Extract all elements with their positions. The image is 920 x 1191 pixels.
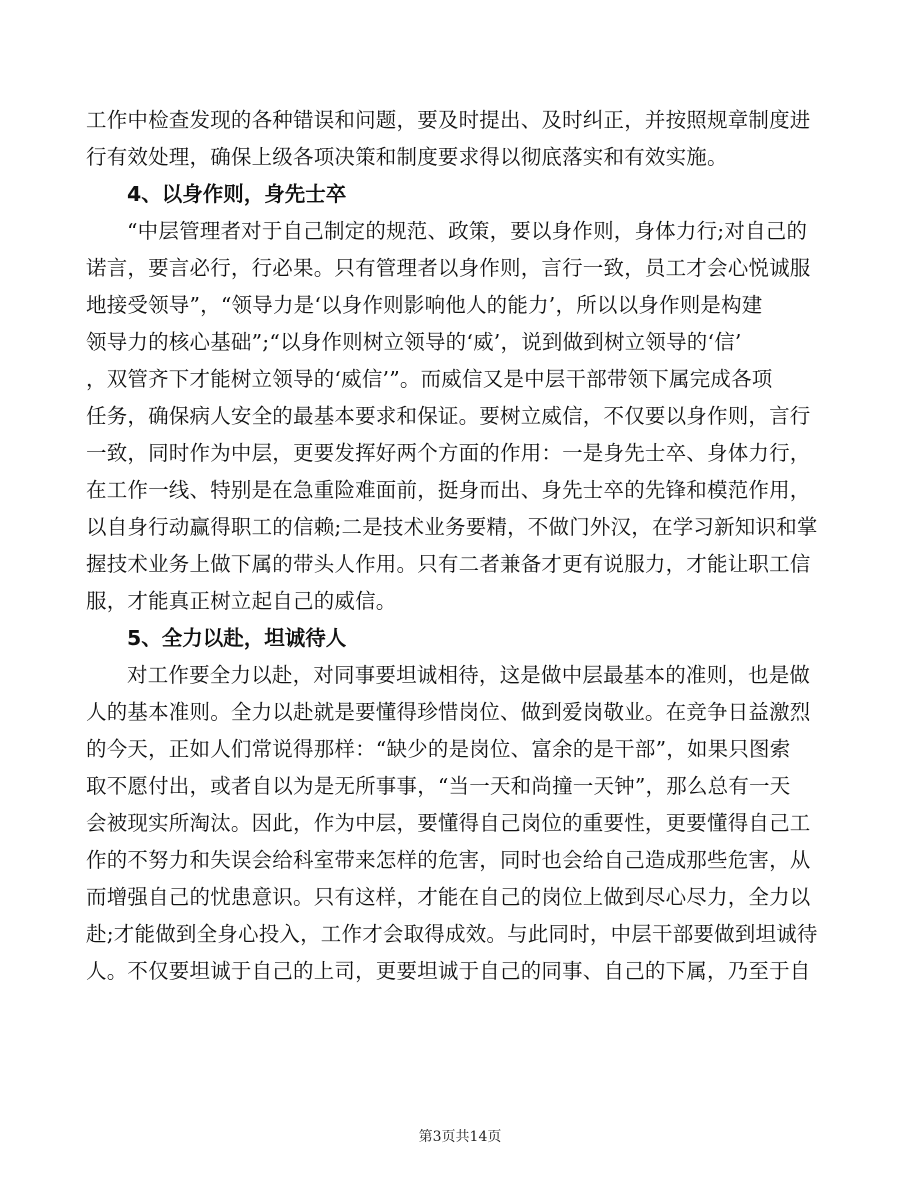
paragraph-line: ，双管齐下才能树立领导的‘威信’”。而威信又是中层干部带领下属完成各项 [86, 367, 773, 391]
paragraph-line: 的今天，正如人们常说得那样：“缺少的是岗位、富余的是干部”，如果只图索 [86, 737, 791, 761]
paragraph-line: 握技术业务上做下属的带头人作用。只有二者兼备才更有说服力，才能让职工信 [86, 552, 811, 576]
paragraph-line: 而增强自己的忧患意识。只有这样，才能在自己的岗位上做到尽心尽力，全力以 [86, 885, 811, 909]
section-heading: 4、以身作则，身先士卒 [127, 182, 347, 206]
section-heading: 5、全力以赴，坦诚待人 [127, 626, 347, 650]
paragraph-line: 服，才能真正树立起自己的威信。 [86, 589, 397, 613]
document-body [86, 102, 830, 990]
paragraph-line: 对工作要全力以赴，对同事要坦诚相待，这是做中层最基本的准则，也是做 [127, 663, 811, 687]
paragraph-line: 一致，同时作为中层，更要发挥好两个方面的作用：一是身先士卒、身体力行， [86, 441, 811, 465]
paragraph-line: 诺言，要言必行，行必果。只有管理者以身作则，言行一致，员工才会心悦诚服 [86, 256, 811, 280]
paragraph-line: 赴;才能做到全身心投入，工作才会取得成效。与此同时，中层干部要做到坦诚待 [86, 922, 818, 946]
paragraph-line: 工作中检查发现的各种错误和问题，要及时提出、及时纠正，并按照规章制度进 [86, 108, 811, 132]
paragraph-line: 领导力的核心基础”;“以身作则树立领导的‘威’，说到做到树立领导的‘信’ [86, 330, 742, 354]
paragraph-line: 在工作一线、特别是在急重险难面前，挺身而出、身先士卒的先锋和模范作用， [86, 478, 811, 502]
page-number-footer: 第3页共14页 [418, 1129, 502, 1145]
paragraph-line: 任务，确保病人安全的最基本要求和保证。要树立威信，不仅要以身作则，言行 [86, 404, 811, 428]
paragraph-line: 人。不仅要坦诚于自己的上司，更要坦诚于自己的同事、自己的下属，乃至于自 [86, 959, 811, 983]
paragraph-line: 会被现实所淘汰。因此，作为中层，要懂得自己岗位的重要性，更要懂得自己工 [86, 811, 811, 835]
paragraph-line: “中层管理者对于自己制定的规范、政策，要以身作则，身体力行;对自己的 [127, 219, 808, 243]
paragraph-line: 人的基本准则。全力以赴就是要懂得珍惜岗位、做到爱岗敬业。在竞争日益激烈 [86, 700, 811, 724]
paragraph-line: 取不愿付出，或者自以为是无所事事，“当一天和尚撞一天钟”，那么总有一天 [86, 774, 791, 798]
paragraph-line: 行有效处理，确保上级各项决策和制度要求得以彻底落实和有效实施。 [86, 145, 728, 169]
paragraph-line: 作的不努力和失误会给科室带来怎样的危害，同时也会给自己造成那些危害，从 [86, 848, 811, 872]
paragraph-line: 地接受领导”，“领导力是‘以身作则影响他人的能力’，所以以身作则是构建 [86, 293, 763, 317]
paragraph-line: 以自身行动赢得职工的信赖;二是技术业务要精，不做门外汉，在学习新知识和掌 [86, 515, 818, 539]
